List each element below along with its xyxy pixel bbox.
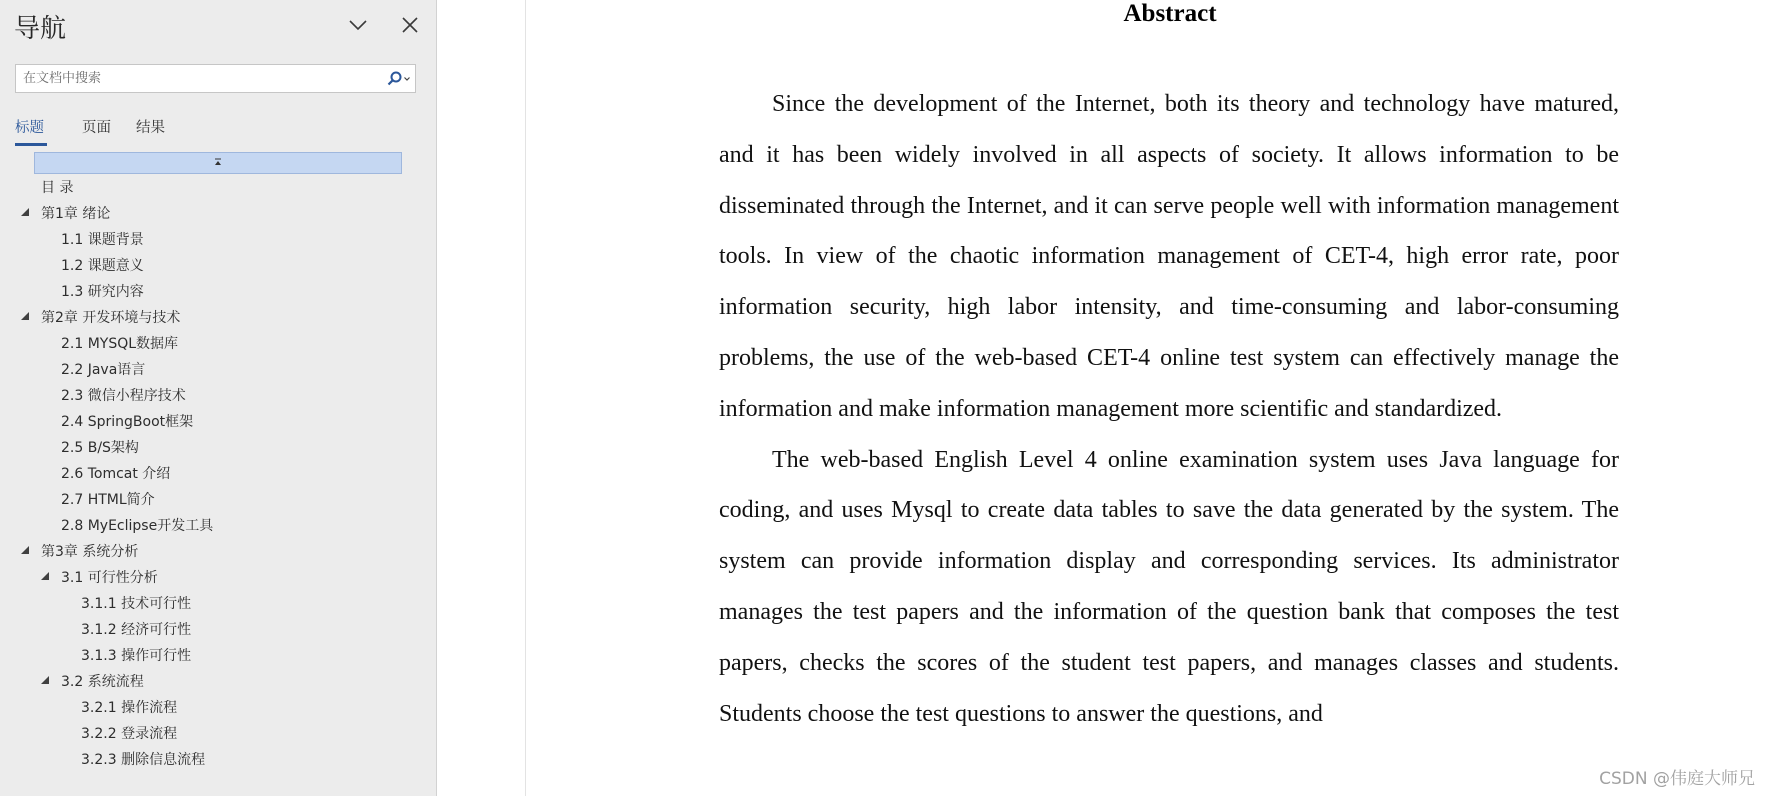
heading-item[interactable] [0, 174, 430, 200]
pane-options-button[interactable] [345, 12, 371, 38]
heading-label: 目 录 [41, 180, 74, 196]
heading-item[interactable] [0, 486, 430, 512]
heading-item[interactable] [0, 408, 430, 434]
heading-label: 3.2 系统流程 [61, 674, 144, 690]
heading-label: 3.2.3 删除信息流程 [81, 752, 206, 768]
expanded-triangle-icon[interactable] [40, 675, 50, 685]
heading-item[interactable] [0, 356, 430, 382]
tab-pages[interactable] [82, 116, 111, 146]
heading-item[interactable] [0, 720, 430, 746]
tab-headings-label: 标题 [15, 120, 44, 136]
heading-item[interactable] [0, 642, 430, 668]
heading-label: 2.7 HTML简介 [61, 492, 155, 508]
heading-label: 2.1 MYSQL数据库 [61, 336, 179, 352]
heading-label: 3.1.1 技术可行性 [81, 596, 192, 612]
abstract-body[interactable] [719, 79, 1619, 739]
navigation-pane [0, 0, 437, 796]
heading-item[interactable] [0, 278, 430, 304]
active-tab-indicator [15, 143, 47, 146]
heading-item[interactable] [0, 538, 430, 564]
search-icon [379, 68, 413, 90]
heading-item[interactable] [0, 434, 430, 460]
abstract-paragraph: Since the development of the Internet, both its theory and technology have matured, and it has been widely involved in all aspects of society. It allows information to be disseminated through the Internet, and it can serve people well with information management tools. In view of the chaotic information management of CET-4, high error rate, poor information security, high labor intensity, and time-consuming and labor-consuming problems, the use of the web-based CET-4 online test system can effectively manage the information and make information management more scientific and standardized. [719, 91, 1619, 422]
tab-results-label: 结果 [136, 120, 165, 136]
abstract-paragraph: The web-based English Level 4 online examination system uses Java language for coding, and uses Mysql to create data tables to save the data generated by the system. The system can provide information display and corresponding services. Its administrator manages the test papers and the information of the question bank that composes the test papers, checks the scores of the student test papers, and manages classes and students. Students choose the test questions to answer the questions, and [719, 446, 1619, 727]
heading-item[interactable] [0, 330, 430, 356]
page-edge [525, 0, 526, 796]
expanded-triangle-icon[interactable] [20, 207, 30, 217]
heading-label: 3.2.2 登录流程 [81, 726, 178, 742]
heading-label: 2.2 Java语言 [61, 362, 146, 378]
heading-item[interactable] [0, 460, 430, 486]
close-icon [397, 12, 423, 38]
collapse-up-icon [35, 153, 401, 173]
heading-label: 第3章 系统分析 [41, 544, 139, 560]
heading-label: 3.1 可行性分析 [61, 570, 158, 586]
expanded-triangle-icon[interactable] [40, 571, 50, 581]
abstract-heading: Abstract [1123, 0, 1217, 27]
heading-label: 2.5 B/S架构 [61, 440, 139, 456]
heading-item[interactable] [0, 590, 430, 616]
tab-headings[interactable] [15, 116, 44, 146]
heading-item[interactable] [0, 746, 430, 772]
heading-item[interactable] [0, 200, 430, 226]
heading-item[interactable] [0, 616, 430, 642]
watermark: CSDN @伟庭大师兄 [1599, 764, 1755, 789]
expanded-triangle-icon[interactable] [20, 311, 30, 321]
expanded-triangle-icon[interactable] [20, 545, 30, 555]
heading-item[interactable] [0, 668, 430, 694]
heading-label: 2.6 Tomcat 介绍 [61, 466, 171, 482]
close-pane-button[interactable] [397, 12, 423, 38]
heading-label: 第2章 开发环境与技术 [41, 310, 181, 326]
heading-label: 3.1.3 操作可行性 [81, 648, 192, 664]
heading-label: 1.3 研究内容 [61, 284, 144, 300]
heading-label: 3.1.2 经济可行性 [81, 622, 192, 638]
tab-results[interactable] [136, 116, 165, 146]
heading-item[interactable] [0, 304, 430, 330]
heading-item[interactable] [0, 564, 430, 590]
heading-label: 3.2.1 操作流程 [81, 700, 178, 716]
search-button[interactable] [379, 68, 413, 90]
heading-label: 2.3 微信小程序技术 [61, 388, 186, 404]
heading-label: 1.1 课题背景 [61, 232, 144, 248]
heading-list [0, 174, 430, 792]
heading-label: 2.8 MyEclipse开发工具 [61, 518, 214, 534]
heading-item[interactable] [0, 694, 430, 720]
heading-label: 1.2 课题意义 [61, 258, 144, 274]
heading-item[interactable] [0, 382, 430, 408]
scroll-up-button[interactable] [34, 152, 402, 174]
search-input[interactable] [16, 65, 383, 92]
search-box [15, 64, 416, 93]
heading-label: 第1章 绪论 [41, 206, 111, 222]
chevron-down-icon [345, 12, 371, 38]
tab-pages-label: 页面 [82, 120, 111, 136]
nav-pane-title: 导航 [14, 14, 67, 44]
heading-item[interactable] [0, 226, 430, 252]
heading-item[interactable] [0, 252, 430, 278]
heading-label: 2.4 SpringBoot框架 [61, 414, 194, 430]
heading-item[interactable] [0, 512, 430, 538]
